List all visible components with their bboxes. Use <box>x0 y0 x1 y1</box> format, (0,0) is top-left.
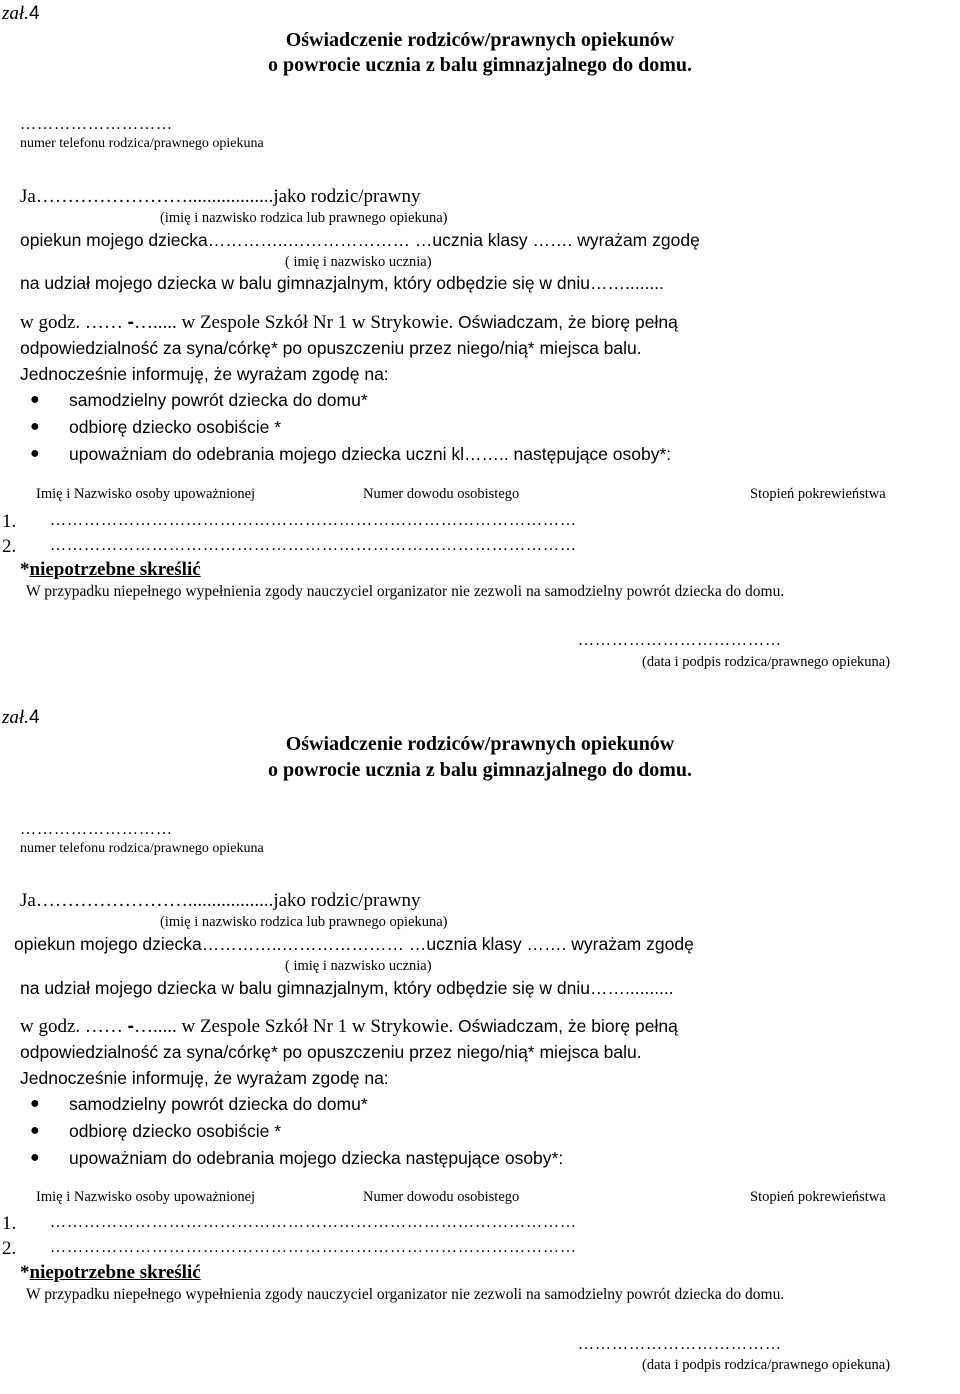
attachment-number: 4 <box>28 3 40 24</box>
header-relationship: Stopień pokrewieństwa <box>750 1189 886 1205</box>
attachment-number: 4 <box>28 707 40 728</box>
strike-asterisk: * <box>20 559 30 580</box>
strike-asterisk: * <box>20 1262 30 1283</box>
authorized-person-2-field[interactable]: ………………………………………………………………………………… <box>50 537 577 554</box>
authorized-person-1-field[interactable]: ………………………………………………………………………………… <box>50 1214 577 1231</box>
incomplete-form-note: W przypadku niepełnego wypełnienia zgody nauczyciel organizator nie zezwoli na samodzielny powrót dziecka do domu. <box>26 1286 785 1303</box>
header-id-number: Numer dowodu osobistego <box>363 486 520 502</box>
consent-intro: Jednocześnie informuję, że wyrażam zgodę na: <box>20 1068 389 1088</box>
responsibility-line: odpowiedzialność za syna/córkę* po opuszczeniu przez niego/nią* miejsca balu. <box>20 1042 642 1062</box>
parent-name-line[interactable]: Ja……………………..................jako rodzic/prawny <box>20 186 421 207</box>
authorized-person-1-field[interactable]: ………………………………………………………………………………… <box>50 512 577 529</box>
row-number: 1. <box>2 511 17 532</box>
consent-intro: Jednocześnie informuję, że wyrażam zgodę na: <box>20 364 389 384</box>
signature-caption: (data i podpis rodzica/prawnego opiekuna) <box>642 1357 891 1373</box>
option-pickup-personally[interactable]: odbiorę dziecko osobiście * <box>69 417 282 437</box>
declaration-form-1 <box>0 0 960 690</box>
parent-name-caption: (imię i nazwisko rodzica lub prawnego opiekuna) <box>160 210 448 226</box>
option-pickup-personally[interactable]: odbiorę dziecko osobiście * <box>69 1121 282 1141</box>
phone-number-caption: numer telefonu rodzica/prawnego opiekuna <box>20 136 264 151</box>
ball-date-line[interactable]: na udział mojego dziecka w balu gimnazjalnym, który odbędzie się w dniu……........ <box>20 273 664 293</box>
option-self-return[interactable]: samodzielny powrót dziecka do domu* <box>69 390 368 410</box>
signature-field[interactable]: ……………………………… <box>578 632 782 649</box>
bullet-icon: ● <box>30 1122 40 1139</box>
declare-text: Oświadczam, że biorę pełną <box>458 1016 678 1036</box>
strike-note <box>20 560 201 579</box>
form-title-line-1: Oświadczenie rodziców/prawnych opiekunów <box>285 733 675 755</box>
child-name-caption: ( imię i nazwisko ucznia) <box>285 254 432 270</box>
child-name-line[interactable]: opiekun mojego dziecka…………..………………… …uczniа klasy ……. wyrażam zgodę <box>20 230 700 250</box>
row-number: 1. <box>2 1213 17 1234</box>
strike-note <box>20 1263 201 1282</box>
parent-name-line[interactable]: Ja……………………..................jako rodzic/prawny <box>20 890 421 911</box>
bullet-icon: ● <box>30 1095 40 1112</box>
time-suffix: …..... w Zespole Szkół Nr 1 w Strykowie. <box>133 1016 454 1037</box>
signature-field[interactable]: ……………………………… <box>578 1336 782 1353</box>
strike-text: niepotrzebne skreślić <box>29 1262 201 1283</box>
time-line[interactable] <box>20 313 678 332</box>
phone-number-caption: numer telefonu rodzica/prawnego opiekuna <box>20 841 264 856</box>
header-authorized-name: Imię i Nazwisko osoby upoważnionej <box>36 486 256 502</box>
header-id-number: Numer dowodu osobistego <box>363 1189 520 1205</box>
time-suffix: …..... w Zespole Szkół Nr 1 w Strykowie. <box>133 312 454 333</box>
parent-name-caption: (imię i nazwisko rodzica lub prawnego opiekuna) <box>160 914 448 930</box>
time-prefix: w godz. …… <box>20 1016 123 1037</box>
declaration-form-2 <box>0 704 960 1394</box>
incomplete-form-note: W przypadku niepełnego wypełnienia zgody nauczyciel organizator nie zezwoli na samodzielny powrót dziecka do domu. <box>26 583 785 600</box>
form-title-line-1: Oświadczenie rodziców/prawnych opiekunów <box>285 29 675 51</box>
phone-number-field[interactable]: ……………………… <box>20 116 173 133</box>
option-authorize-persons[interactable]: upoważniam do odebrania mojego dziecka uczni kl…….. następujące osoby*: <box>69 444 672 464</box>
option-authorize-persons[interactable]: upoważniam do odebrania mojego dziecka następujące osoby*: <box>69 1148 564 1168</box>
time-dash: - <box>127 1016 134 1037</box>
form-title-line-2: o powrocie ucznia z balu gimnazjalnego do domu. <box>267 759 693 781</box>
time-prefix: w godz. …… <box>20 312 123 333</box>
child-name-caption: ( imię i nazwisko ucznia) <box>285 958 432 974</box>
bullet-icon: ● <box>30 418 40 435</box>
bullet-icon: ● <box>30 445 40 462</box>
row-number: 2. <box>2 536 17 557</box>
time-line[interactable] <box>20 1017 678 1036</box>
authorized-person-2-field[interactable]: ………………………………………………………………………………… <box>50 1239 577 1256</box>
header-authorized-name: Imię i Nazwisko osoby upoważnionej <box>36 1189 256 1205</box>
bullet-icon: ● <box>30 391 40 408</box>
time-dash: - <box>127 312 134 333</box>
option-self-return[interactable]: samodzielny powrót dziecka do domu* <box>69 1094 368 1114</box>
header-relationship: Stopień pokrewieństwa <box>750 486 886 502</box>
strike-text: niepotrzebne skreślić <box>29 559 201 580</box>
attachment-prefix: zał. <box>2 3 29 24</box>
declare-text: Oświadczam, że biorę pełną <box>458 312 678 332</box>
bullet-icon: ● <box>30 1149 40 1166</box>
attachment-prefix: zał. <box>2 707 29 728</box>
responsibility-line: odpowiedzialność za syna/córkę* po opuszczeniu przez niego/nią* miejsca balu. <box>20 338 642 358</box>
child-name-line[interactable]: opiekun mojego dziecka…………..………………… …uczniа klasy ……. wyrażam zgodę <box>14 934 694 954</box>
phone-number-field[interactable]: ……………………… <box>20 821 173 838</box>
attachment-label <box>2 708 40 727</box>
row-number: 2. <box>2 1238 17 1259</box>
ball-date-line[interactable]: na udział mojego dziecka w balu gimnazjalnym, który odbędzie się w dniu…….......... <box>20 978 674 998</box>
signature-caption: (data i podpis rodzica/prawnego opiekuna) <box>642 654 891 670</box>
attachment-label <box>2 4 40 23</box>
form-title-line-2: o powrocie ucznia z balu gimnazjalnego do domu. <box>267 54 693 76</box>
